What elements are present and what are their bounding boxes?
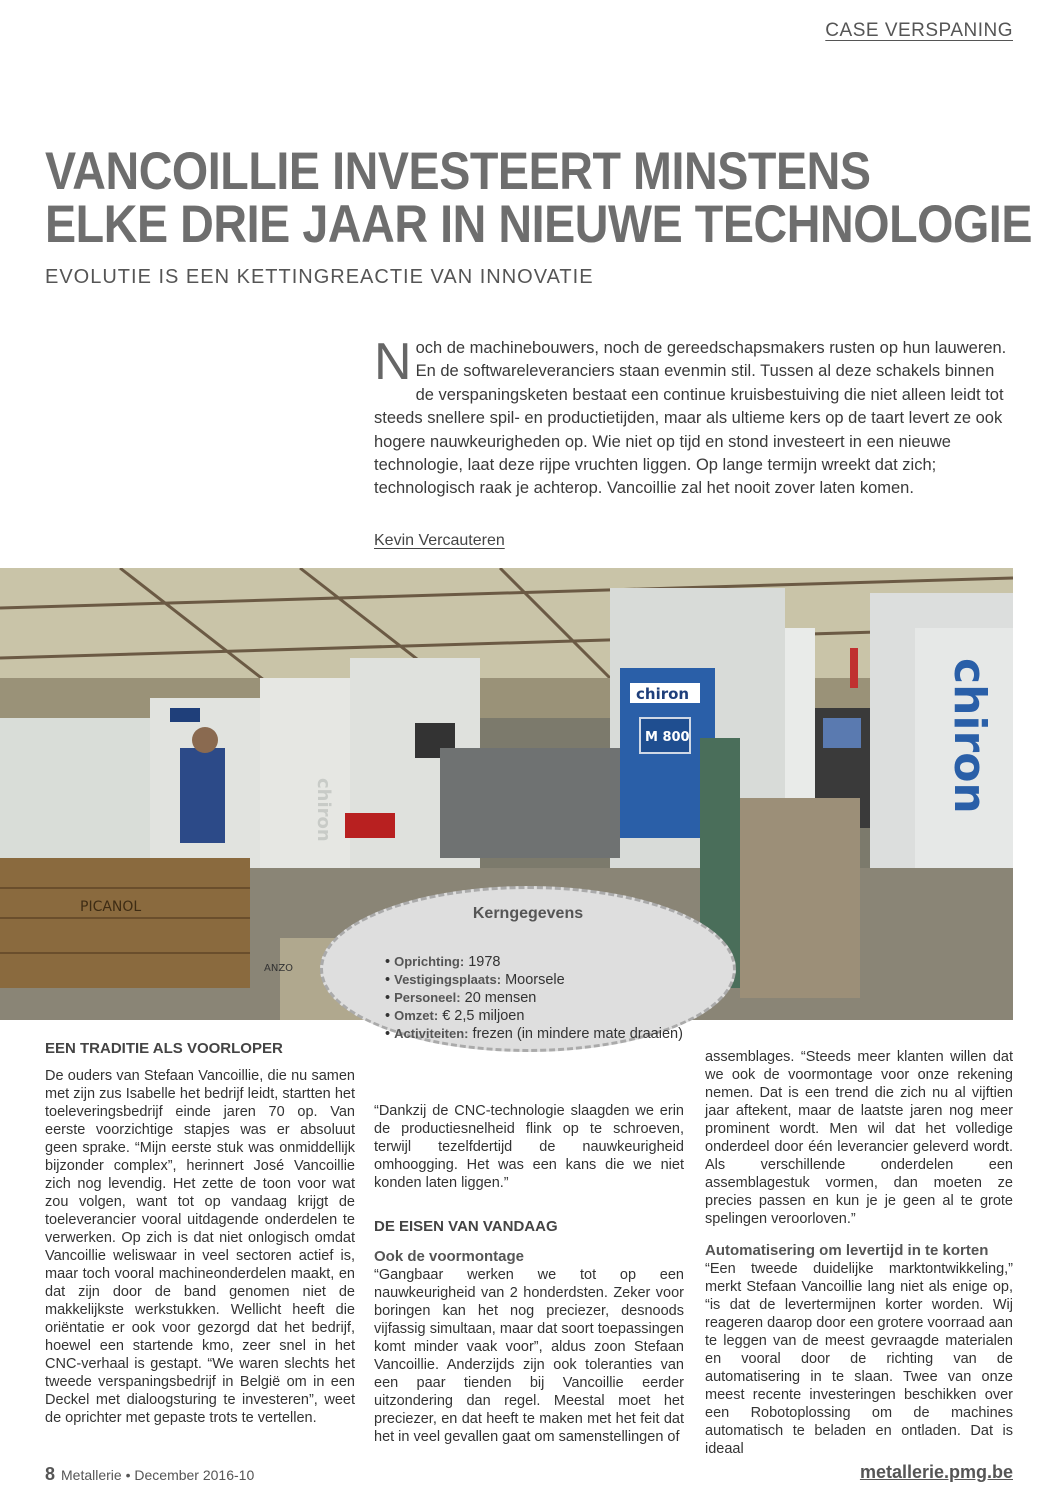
- fact-value: 1978: [468, 954, 501, 970]
- section-heading: EEN TRADITIE ALS VOORLOPER: [45, 1040, 283, 1057]
- dropcap: N: [374, 333, 412, 391]
- body-text: De ouders van Stefaan Vancoillie, die nu samen met zijn zus Isabelle het bedrijf leidt, startten het toeleveringsbedrijf einde jaren 70 op. Van eerste voorzichtige stapjes was er absoluut geen sprake. “Mijn eerste stuk was onmiddellijk bijzonder complex”, herinnert José Vancoillie zich nog levendig. Het zette de toon voor wat zou volgen, want tot op vandaag krijgt de toeleverancier vooral uitdagende onderdelen te verwerken. Op zich is dat niet onlogisch omdat Vancoillie weliswaar in veel sectoren actief is, maar toch vooral machineonderdelen maakt, en dat zijn door de band genomen niet de makkelijkste werkstukken. Wellicht heeft die oriëntatie er ook voor gezorgd dat het bedrijf, hoewel een startende kmo, zeer snel in het CNC-verhaal is gestapt. “We waren slechts het tweede verspaningsbedrijf in België om in een Deckel met dialoogsturing te investeren”, weet de oprichter met gepaste trots te vertellen.: [45, 1068, 355, 1426]
- m800-label: M 800: [645, 730, 690, 745]
- fact-value: 20 mensen: [464, 990, 537, 1006]
- workbench-machine: [440, 748, 620, 858]
- signal-light: [850, 648, 858, 688]
- machine-left: [0, 718, 150, 868]
- wooden-crate: [0, 858, 250, 988]
- subsection-heading: Ook de voormontage: [374, 1248, 525, 1265]
- fact-oprichting: [385, 953, 683, 971]
- toolbox: [345, 813, 395, 838]
- subsection-heading: Automatisering om levertijd in te korten: [705, 1242, 989, 1259]
- kerngegevens-title: Kerngegevens: [472, 905, 584, 922]
- machine-brand-text: chiron: [313, 778, 334, 842]
- column-2: [374, 1102, 684, 1446]
- body-text: assemblages. “Steeds meer klanten willen dat we ook de voormontage voor onze rekening nemen. Dat is een trend die zich nu al vijftien jaar aftekent, maar de laatste jaren nog meer prominent wordt. Men wil dat het volledige onderdeel door één leverancier geleverd wordt. Als verschillende onderdelen een assemblagestuk vormen, dan moeten ze precies passen en kun je je geen al te grote spelingen veroorloven.”: [705, 1049, 1013, 1227]
- kerngegevens-box: [320, 886, 736, 1052]
- intro-paragraph: [374, 333, 1014, 501]
- fact-vestigingsplaats: [385, 971, 683, 989]
- fact-omzet: [385, 1007, 683, 1025]
- control-screen: [823, 718, 861, 748]
- fact-personeel: [385, 989, 683, 1007]
- fact-label: Personeel:: [394, 990, 461, 1005]
- headline-line-2: ELKE DRIE JAAR IN NIEUWE TECHNOLOGIE: [45, 195, 1032, 254]
- kerngegevens-list: [385, 953, 683, 1043]
- page-number: 8: [45, 1464, 56, 1484]
- machine-center: [260, 678, 350, 878]
- body-text: “Dankzij de CNC-technologie slaagden we erin de productiesnelheid flink op te schroeven, terwijl tezelfdertijd de nauwkeurigheid omhoogging. Het was een kans die we niet konden laten liggen.”: [374, 1103, 684, 1191]
- section-heading: DE EISEN VAN VANDAAG: [374, 1218, 558, 1235]
- intro-text: och de machinebouwers, noch de gereedschapsmakers rusten op hun lauweren. En de softwareleveranciers staan evenmin stil. Tussen al deze schakels binnen de verspaningsketen bestaat een continue kruisbestuiving die niet alleen leidt tot steeds snellere spil- en productietijden, maar als ultieme kers op de taart levert ze ook hogere nauwkeurigheden op. Wie niet op tijd en stond investeert in een nieuwe technologie, laat deze rijpe vruchten liggen. Op lange termijn wreekt dat zich; technologisch raak je achterop. Vancoillie zal het nooit zover laten komen.: [374, 339, 1007, 498]
- pallet-label: ANZO: [264, 963, 294, 974]
- cardboard-boxes: [740, 798, 860, 998]
- chiron-label: chiron: [636, 685, 690, 703]
- body-text: “Gangbaar werken we tot op een nauwkeurigheid van 2 honderdsten. Zeker voor boringen kan het nog preciezer, desnoods vijfassig simultaan, maar dat soort toepassingen komt minder vaak voor”, aldus zoon Stefaan Vancoillie. Anderzijds zijn ook toleranties van een paar tienden bij Vancoillie eerder uitzondering dan regel. Meestal moet het preciezer, en dat heeft te maken met het feit dat het in veel gevallen gaat om samenstellingen of: [374, 1267, 684, 1445]
- fact-label: Vestigingsplaats:: [394, 972, 502, 987]
- worker-head: [192, 727, 218, 753]
- fact-label: Oprichting:: [394, 954, 465, 969]
- machine-logo: [170, 708, 200, 722]
- fact-value: frezen (in mindere mate draaien): [472, 1026, 683, 1042]
- headline-line-1: VANCOILLIE INVESTEERT MINSTENS: [45, 142, 871, 201]
- column-1: [45, 1040, 355, 1427]
- section-tag: CASE VERSPANING: [825, 20, 1013, 41]
- fact-value: Moorsele: [505, 972, 565, 988]
- headline: [45, 142, 1032, 254]
- crate-label: PICANOL: [80, 899, 142, 915]
- footer-url[interactable]: metallerie.pmg.be: [859, 1462, 1013, 1482]
- author-byline: Kevin Vercauteren: [374, 532, 505, 549]
- fact-label: Activiteiten:: [394, 1026, 469, 1041]
- fact-activiteiten: [385, 1025, 683, 1043]
- footer-left: [45, 1464, 254, 1485]
- worker: [180, 748, 225, 843]
- fact-label: Omzet:: [394, 1008, 439, 1023]
- publication-info: Metallerie • December 2016-10: [61, 1467, 255, 1483]
- fact-value: € 2,5 miljoen: [442, 1008, 525, 1024]
- body-text: “Een tweede duidelijke marktontwikkeling,” merkt Stefaan Vancoillie lang niet als enige op, “is dat de levertermijnen korter worden. Wij reageren daarop door een grotere voorraad aan te leggen van de meest gevraagde materialen en vooral door de richting van de automatisering in te slaan. Twee van onze meest recente investeringen beschikken over een Robotoplossing om de machines automatisch te beladen en ontladen. Dat is ideaal: [705, 1261, 1013, 1457]
- chiron-vertical-logo: chiron: [944, 658, 995, 814]
- subheadline: EVOLUTIE IS EEN KETTINGREACTIE VAN INNOVATIE: [45, 266, 594, 288]
- column-3: [705, 1048, 1013, 1458]
